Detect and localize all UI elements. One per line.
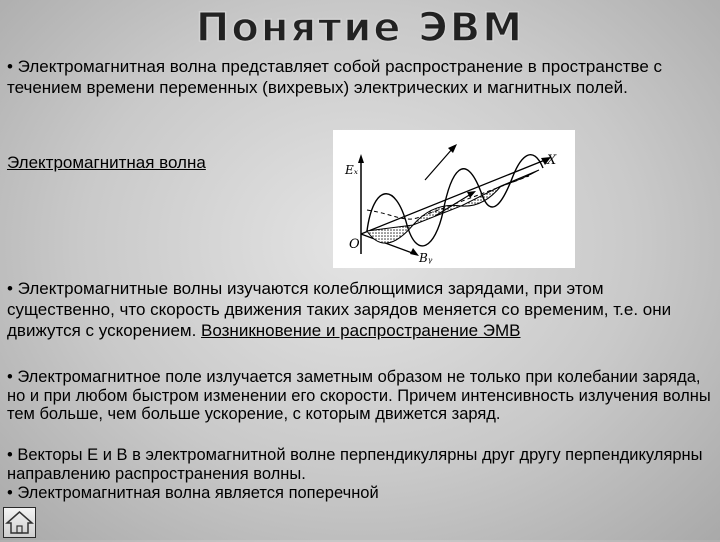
x-axis (361, 160, 545, 234)
propagation-arrow-1 (425, 148, 453, 180)
b-wave-lobe-4 (501, 170, 539, 186)
label-o: O (349, 237, 360, 252)
b-wave-lobe-1 (367, 225, 413, 243)
label-x: X (547, 153, 557, 168)
intro-paragraph: • Электромагнитная волна представляет собой распространение в пространстве с течением времени переменных (вихревых) электрических и магнитных полей. (7, 57, 663, 97)
slide-title: Понятие ЭВМ (195, 5, 525, 51)
field-paragraph: • Электромагнитное поле излучается заметным образом не только при колебании заряда, но и при любом быстром изменении его скорости. Причем интенсивность излучения волны тем больше, чем больше ускорение, с которым движется заряд. (7, 368, 711, 423)
vectors-paragraph: • Векторы Е и В в электромагнитной волне перпендикулярны друг другу перпендикулярны направлению распространения волны. (7, 446, 703, 483)
charges-paragraph (7, 278, 713, 341)
label-e: Eₓ (345, 163, 359, 177)
e-axis-arrow (358, 154, 364, 163)
charges-text: • Электромагнитные волны изучаются колеблющимися зарядами, при этом существенно, что скорость движения таких зарядов меняется со временим, т.е. они движутся с ускорением. (7, 279, 672, 340)
transverse-paragraph: • Электромагнитная волна является поперечной (7, 484, 379, 502)
em-wave-diagram (333, 130, 575, 268)
em-wave-figure (333, 130, 575, 268)
wave-link[interactable]: Электромагнитная волна (7, 153, 206, 172)
home-button[interactable] (3, 507, 36, 538)
home-icon (4, 508, 35, 537)
emw-origin-link[interactable]: Возникновение и распространение ЭМВ (201, 321, 521, 340)
dashed-envelope (367, 176, 529, 219)
label-b: Bᵧ (419, 251, 433, 265)
b-axis-arrow (410, 248, 419, 256)
